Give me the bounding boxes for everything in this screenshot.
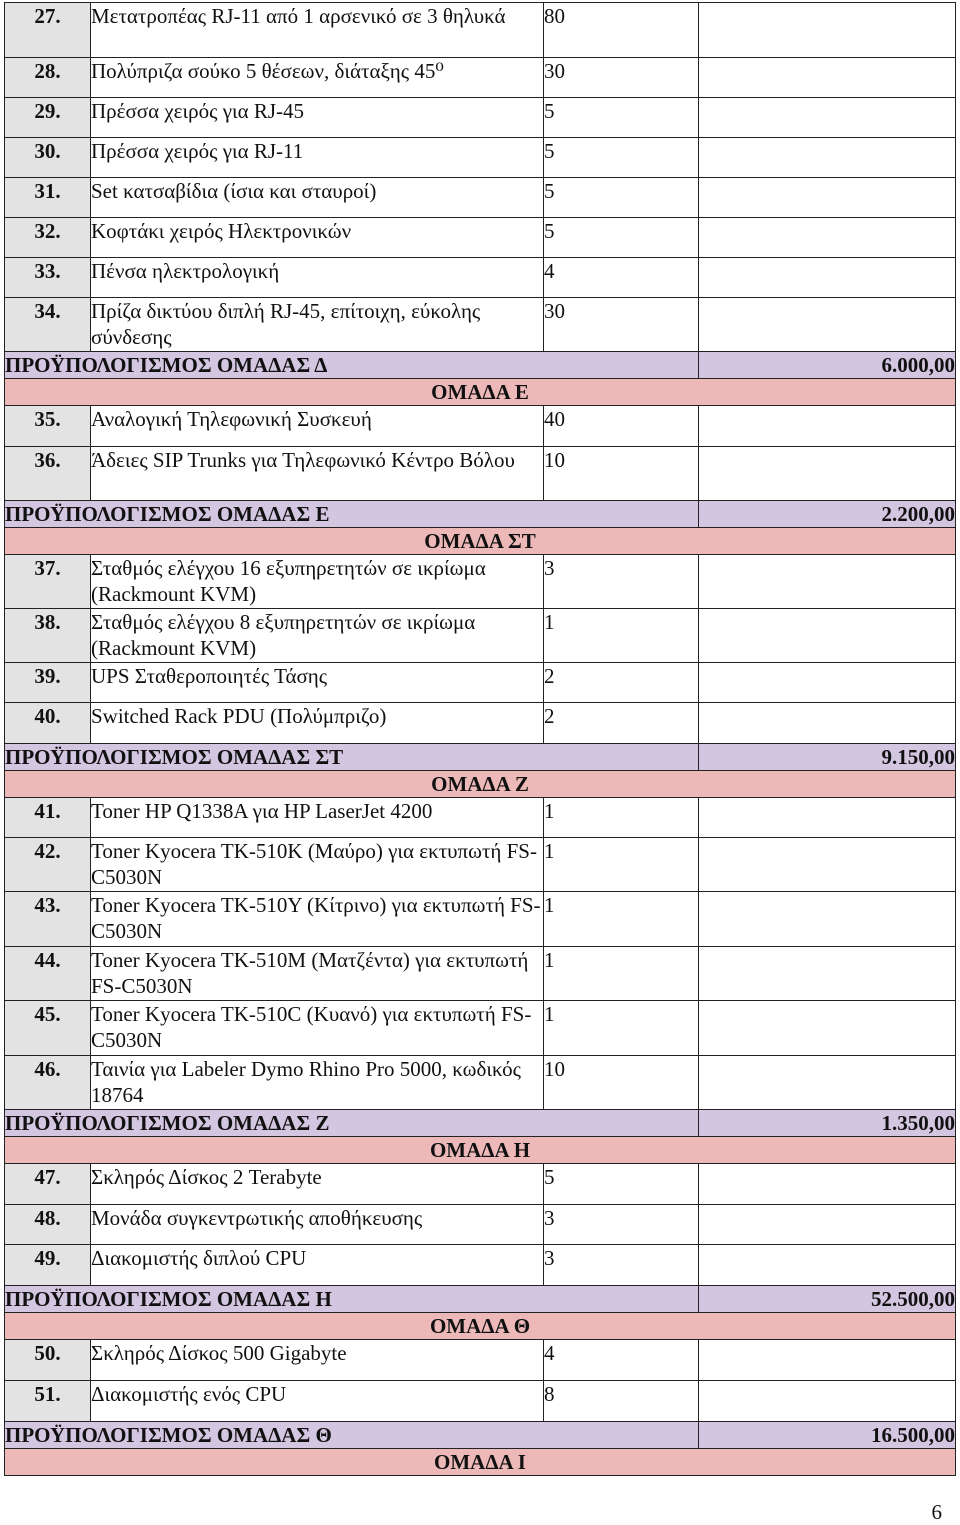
budget-amount: 52.500,00 — [699, 1286, 956, 1313]
budget-amount: 1.350,00 — [699, 1110, 956, 1137]
item-number: 36. — [5, 447, 91, 501]
item-description: Κοφτάκι χειρός Ηλεκτρονικών — [91, 218, 544, 258]
item-description: Διακομιστής διπλού CPU — [91, 1245, 544, 1286]
item-description: Toner Kyocera TK-510Y (Κίτρινο) για εκτυπωτή FS-C5030N — [91, 892, 544, 947]
item-number: 51. — [5, 1381, 91, 1422]
table-row — [5, 58, 956, 98]
item-price-cell — [699, 703, 956, 744]
item-price-cell — [699, 838, 956, 892]
item-number: 34. — [5, 298, 91, 352]
item-price-cell — [699, 892, 956, 947]
group-header-row — [5, 528, 956, 555]
item-price-cell — [699, 555, 956, 609]
item-description: Πένσα ηλεκτρολογική — [91, 258, 544, 298]
table-row — [5, 298, 956, 352]
group-header-row — [5, 1449, 956, 1476]
item-description: Σταθμός ελέγχου 8 εξυπηρετητών σε ικρίωμα (Rackmount KVM) — [91, 609, 544, 663]
item-quantity: 5 — [544, 218, 699, 258]
budget-label: ΠΡΟΫΠΟΛΟΓΙΣΜΟΣ ΟΜΑΔΑΣ Ε — [5, 501, 699, 528]
table-row — [5, 447, 956, 501]
budget-label: ΠΡΟΫΠΟΛΟΓΙΣΜΟΣ ΟΜΑΔΑΣ Δ — [5, 352, 699, 379]
item-quantity: 10 — [544, 447, 699, 501]
item-price-cell — [699, 218, 956, 258]
item-description: Toner Kyocera TK-510K (Μαύρο) για εκτυπωτή FS-C5030N — [91, 838, 544, 892]
item-price-cell — [699, 798, 956, 838]
table-row — [5, 1245, 956, 1286]
item-description: Μονάδα συγκεντρωτικής αποθήκευσης — [91, 1205, 544, 1245]
budget-label: ΠΡΟΫΠΟΛΟΓΙΣΜΟΣ ΟΜΑΔΑΣ Η — [5, 1286, 699, 1313]
table-row — [5, 1001, 956, 1056]
table-row — [5, 1056, 956, 1110]
item-quantity: 30 — [544, 298, 699, 352]
item-quantity: 1 — [544, 798, 699, 838]
item-number: 28. — [5, 58, 91, 98]
table-row — [5, 1381, 956, 1422]
item-quantity: 4 — [544, 258, 699, 298]
item-description: Switched Rack PDU (Πολύμπριζο) — [91, 703, 544, 744]
item-number: 30. — [5, 138, 91, 178]
item-description: Set κατσαβίδια (ίσια και σταυροί) — [91, 178, 544, 218]
item-quantity: 5 — [544, 138, 699, 178]
item-number: 49. — [5, 1245, 91, 1286]
budget-total-row — [5, 744, 956, 771]
table-row — [5, 1205, 956, 1245]
table-row — [5, 892, 956, 947]
item-number: 33. — [5, 258, 91, 298]
budget-amount: 9.150,00 — [699, 744, 956, 771]
item-price-cell — [699, 1245, 956, 1286]
budget-table — [4, 2, 956, 1476]
item-description: Toner Kyocera TK-510M (Ματζέντα) για εκτυπωτή FS-C5030N — [91, 947, 544, 1001]
item-quantity: 4 — [544, 1340, 699, 1381]
item-price-cell — [699, 1164, 956, 1205]
item-price-cell — [699, 1381, 956, 1422]
item-description: UPS Σταθεροποιητές Τάσης — [91, 663, 544, 703]
item-quantity: 10 — [544, 1056, 699, 1110]
item-number: 29. — [5, 98, 91, 138]
item-description: Σταθμός ελέγχου 16 εξυπηρετητών σε ικρίωμα (Rackmount KVM) — [91, 555, 544, 609]
group-header-row — [5, 1313, 956, 1340]
table-row — [5, 406, 956, 447]
item-quantity: 3 — [544, 1245, 699, 1286]
table-row — [5, 838, 956, 892]
item-price-cell — [699, 406, 956, 447]
item-quantity: 30 — [544, 58, 699, 98]
item-number: 46. — [5, 1056, 91, 1110]
item-price-cell — [699, 1056, 956, 1110]
table-row — [5, 3, 956, 58]
item-quantity: 5 — [544, 1164, 699, 1205]
item-price-cell — [699, 138, 956, 178]
item-description: Πρέσσα χειρός για RJ-45 — [91, 98, 544, 138]
page-number: 6 — [931, 1500, 942, 1524]
item-quantity: 1 — [544, 838, 699, 892]
item-price-cell — [699, 298, 956, 352]
item-number: 35. — [5, 406, 91, 447]
budget-amount: 2.200,00 — [699, 501, 956, 528]
group-header-row — [5, 771, 956, 798]
item-description: Σκληρός Δίσκος 2 Terabyte — [91, 1164, 544, 1205]
item-quantity: 1 — [544, 1001, 699, 1056]
budget-label: ΠΡΟΫΠΟΛΟΓΙΣΜΟΣ ΟΜΑΔΑΣ Θ — [5, 1422, 699, 1449]
item-quantity: 3 — [544, 555, 699, 609]
item-quantity: 5 — [544, 178, 699, 218]
table-row — [5, 609, 956, 663]
budget-total-row — [5, 1286, 956, 1313]
budget-label: ΠΡΟΫΠΟΛΟΓΙΣΜΟΣ ΟΜΑΔΑΣ ΣΤ — [5, 744, 699, 771]
item-quantity: 80 — [544, 3, 699, 58]
item-price-cell — [699, 178, 956, 218]
budget-total-row — [5, 1422, 956, 1449]
table-row — [5, 218, 956, 258]
item-price-cell — [699, 609, 956, 663]
item-price-cell — [699, 3, 956, 58]
group-header-row — [5, 379, 956, 406]
table-row — [5, 98, 956, 138]
item-number: 48. — [5, 1205, 91, 1245]
item-number: 43. — [5, 892, 91, 947]
item-description: Διακομιστής ενός CPU — [91, 1381, 544, 1422]
item-description: Πρέσσα χειρός για RJ-11 — [91, 138, 544, 178]
item-price-cell — [699, 663, 956, 703]
item-price-cell — [699, 1001, 956, 1056]
item-quantity: 1 — [544, 609, 699, 663]
item-quantity: 1 — [544, 947, 699, 1001]
budget-amount: 16.500,00 — [699, 1422, 956, 1449]
item-price-cell — [699, 98, 956, 138]
item-description: Αναλογική Τηλεφωνική Συσκευή — [91, 406, 544, 447]
table-row — [5, 798, 956, 838]
item-number: 44. — [5, 947, 91, 1001]
item-number: 45. — [5, 1001, 91, 1056]
budget-amount: 6.000,00 — [699, 352, 956, 379]
table-row — [5, 1164, 956, 1205]
group-title: ΟΜΑΔΑ Ε — [5, 379, 956, 406]
budget-total-row — [5, 1110, 956, 1137]
group-title: ΟΜΑΔΑ Ζ — [5, 771, 956, 798]
table-row — [5, 258, 956, 298]
item-quantity: 3 — [544, 1205, 699, 1245]
item-price-cell — [699, 947, 956, 1001]
item-description: Ταινία για Labeler Dymo Rhino Pro 5000, κωδικός 18764 — [91, 1056, 544, 1110]
item-number: 47. — [5, 1164, 91, 1205]
item-quantity: 2 — [544, 663, 699, 703]
item-number: 42. — [5, 838, 91, 892]
item-description: Toner Kyocera TK-510C (Κυανό) για εκτυπωτή FS-C5030N — [91, 1001, 544, 1056]
item-number: 31. — [5, 178, 91, 218]
table-row — [5, 178, 956, 218]
item-price-cell — [699, 1205, 956, 1245]
item-number: 27. — [5, 3, 91, 58]
item-number: 32. — [5, 218, 91, 258]
item-price-cell — [699, 258, 956, 298]
group-title: ΟΜΑΔΑ Θ — [5, 1313, 956, 1340]
table-row — [5, 947, 956, 1001]
item-quantity: 2 — [544, 703, 699, 744]
budget-total-row — [5, 501, 956, 528]
item-number: 50. — [5, 1340, 91, 1381]
item-description: Πρίζα δικτύου διπλή RJ-45, επίτοιχη, εύκολης σύνδεσης — [91, 298, 544, 352]
item-number: 41. — [5, 798, 91, 838]
item-number: 38. — [5, 609, 91, 663]
group-header-row — [5, 1137, 956, 1164]
table-row — [5, 663, 956, 703]
item-price-cell — [699, 447, 956, 501]
item-description: Σκληρός Δίσκος 500 Gigabyte — [91, 1340, 544, 1381]
item-description: Άδειες SIP Trunks για Τηλεφωνικό Κέντρο Βόλου — [91, 447, 544, 501]
table-row — [5, 555, 956, 609]
item-price-cell — [699, 1340, 956, 1381]
budget-total-row — [5, 352, 956, 379]
group-title: ΟΜΑΔΑ ΣΤ — [5, 528, 956, 555]
budget-label: ΠΡΟΫΠΟΛΟΓΙΣΜΟΣ ΟΜΑΔΑΣ Ζ — [5, 1110, 699, 1137]
table-row — [5, 138, 956, 178]
item-quantity: 8 — [544, 1381, 699, 1422]
item-number: 37. — [5, 555, 91, 609]
item-number: 39. — [5, 663, 91, 703]
item-number: 40. — [5, 703, 91, 744]
item-quantity: 5 — [544, 98, 699, 138]
group-title: ΟΜΑΔΑ Η — [5, 1137, 956, 1164]
table-row — [5, 703, 956, 744]
item-description: Μετατροπέας RJ-11 από 1 αρσενικό σε 3 θηλυκά — [91, 3, 544, 58]
item-quantity: 40 — [544, 406, 699, 447]
group-title: ΟΜΑΔΑ Ι — [5, 1449, 956, 1476]
table-row — [5, 1340, 956, 1381]
item-price-cell — [699, 58, 956, 98]
item-quantity: 1 — [544, 892, 699, 947]
item-description: Πολύπριζα σούκο 5 θέσεων, διάταξης 45⁰ — [91, 58, 544, 98]
item-description: Toner HP Q1338A για HP LaserJet 4200 — [91, 798, 544, 838]
